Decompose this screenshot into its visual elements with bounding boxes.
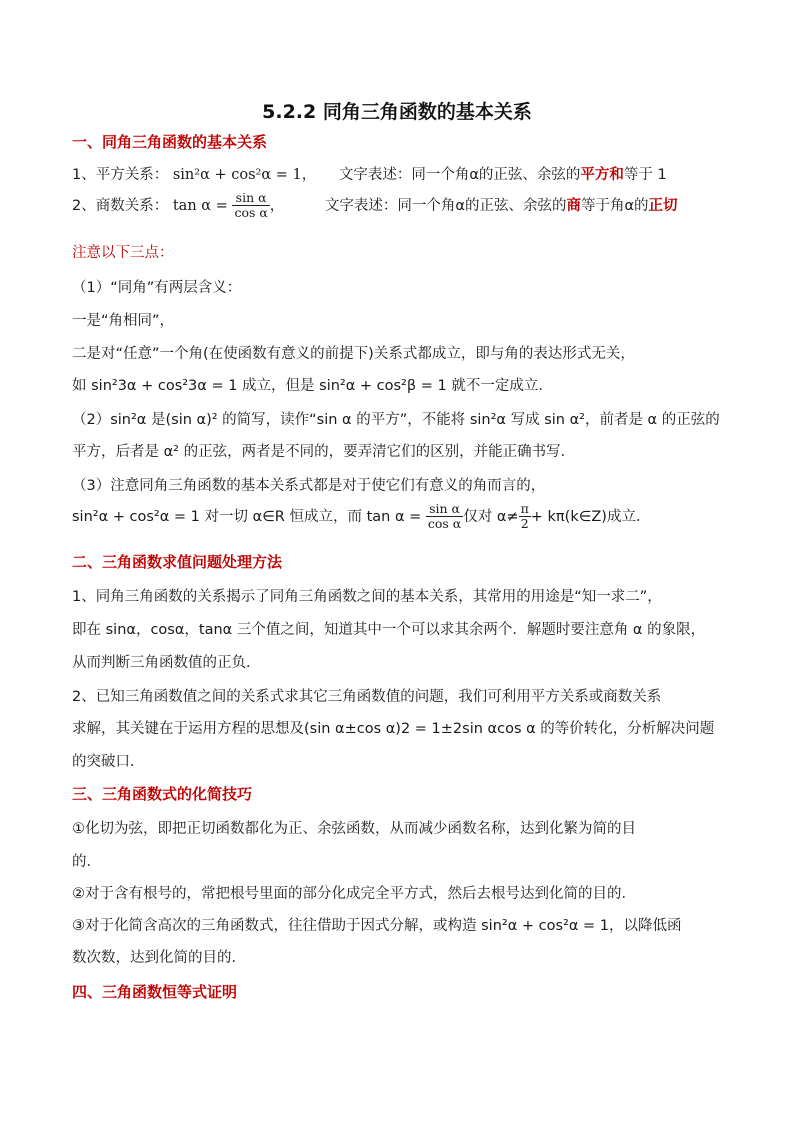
page-title: 5.2.2 同角三角函数的基本关系: [262, 101, 532, 123]
note3-line2: [72, 502, 650, 532]
section3-p2-line1: ②对于含有根号的，常把根号里面的部分化成完全平方式，然后去根号达到化简的目的．: [72, 886, 636, 902]
note1-line2: 二是对“任意”一个角(在使函数有意义的前提下)关系式都成立，即与角的表达形式无关，: [72, 346, 635, 362]
note3-pi-fraction: [519, 502, 531, 532]
note2-line1: （2）sin²α 是(sin α)² 的简写，读作“sin α 的平方”，不能将 sin²α 写成 sin α²，前者是 α 的正弦的: [72, 412, 720, 428]
section2-p1-line2: 即在 sinα，cosα，tanα 三个值之间，知道其中一个可以求其余两个．解题时要注意角 α 的象限，: [72, 622, 706, 638]
quotient-relation-lhs: tan α =: [172, 197, 228, 214]
square-relation-prefix: 1、平方关系：: [72, 167, 169, 183]
quotient-denominator: cos α: [234, 205, 268, 221]
section2-heading: 二、三角函数求值问题处理方法: [72, 553, 283, 571]
section3-heading: 三、三角函数式的化简技巧: [72, 785, 253, 803]
section4-heading: 四、三角函数恒等式证明: [72, 983, 238, 1001]
note3-numerator: sin α: [426, 502, 463, 517]
square-relation-line: [72, 163, 667, 184]
section1-heading: 一、同角三角函数的基本关系: [72, 133, 268, 151]
note1-line1: 一是“角相同”，: [72, 313, 175, 329]
quotient-numerator: sin α: [232, 191, 269, 206]
quotient-comma: ，: [269, 197, 285, 214]
square-relation-text-b: 等于 1: [623, 167, 667, 183]
section3-p1-line1: ①化切为弦，即把正切函数都化为正、余弦函数，从而减少函数名称，达到化繁为简的目: [72, 821, 636, 837]
quotient-relation-line: [72, 191, 678, 221]
note3-text-b: 仅对 α≠: [463, 508, 519, 525]
section3-p3-line2: 数次数，达到化简的目的．: [72, 950, 246, 966]
square-relation-formula: sin²α + cos²α = 1，: [172, 167, 317, 183]
quotient-fraction: [232, 191, 269, 221]
note1-title: （1）“同角”有两层含义：: [72, 280, 242, 296]
section2-p1-line3: 从而判断三角函数值的正负．: [72, 655, 261, 671]
note-heading: 注意以下三点：: [72, 245, 174, 261]
section2-p1-line1: 1、同角三角函数的关系揭示了同角三角函数之间的基本关系，其常用的用途是“知一求二”，: [72, 589, 662, 605]
quotient-highlight-tangent: 正切: [648, 197, 678, 214]
note3-denominator: cos α: [427, 516, 462, 532]
note3-text-a: sin²α + cos²α = 1 对一切 α∈R 恒成立，而 tan α =: [72, 508, 422, 525]
section2-p2-line3: 的突破口．: [72, 754, 145, 770]
square-relation-highlight: 平方和: [580, 167, 624, 183]
note3-pi-numerator: π: [520, 501, 529, 516]
note3-text-c: + kπ(k∈Z)成立．: [530, 508, 651, 525]
section2-p2-line2: 求解，其关键在于运用方程的思想及(sin α±cos α)2 = 1±2sin αcos α 的等价转化，分析解决问题: [72, 721, 715, 737]
section3-p3-line1: ③对于化简含高次的三角函数式，往往借助于因式分解，或构造 sin²α + cos²α = 1，以降低函: [72, 918, 682, 934]
quotient-relation-text-b: 等于角α的: [580, 197, 649, 214]
quotient-highlight-shang: 商: [566, 197, 581, 214]
note3-tan-fraction: [426, 502, 463, 532]
note3-pi-denominator: 2: [520, 516, 529, 532]
note1-line3: 如 sin²3α + cos²3α = 1 成立，但是 sin²α + cos²β = 1 就不一定成立．: [72, 378, 553, 394]
section2-p2-line1: 2、已知三角函数值之间的关系式求其它三角函数值的问题，我们可利用平方关系或商数关系: [72, 689, 662, 705]
quotient-relation-prefix: 2、商数关系：: [72, 197, 169, 214]
note3-line1: （3）注意同角三角函数的基本关系式都是对于使它们有意义的角而言的，: [72, 478, 546, 494]
quotient-relation-text-a: 文字表述：同一个角α的正弦、余弦的: [324, 197, 567, 214]
section3-p1-line2: 的．: [72, 854, 101, 870]
note2-line2: 平方，后者是 α² 的正弦，两者是不同的，要弄清它们的区别，并能正确书写．: [72, 444, 576, 460]
square-relation-text-a: 文字表述：同一个角α的正弦、余弦的: [338, 167, 581, 183]
